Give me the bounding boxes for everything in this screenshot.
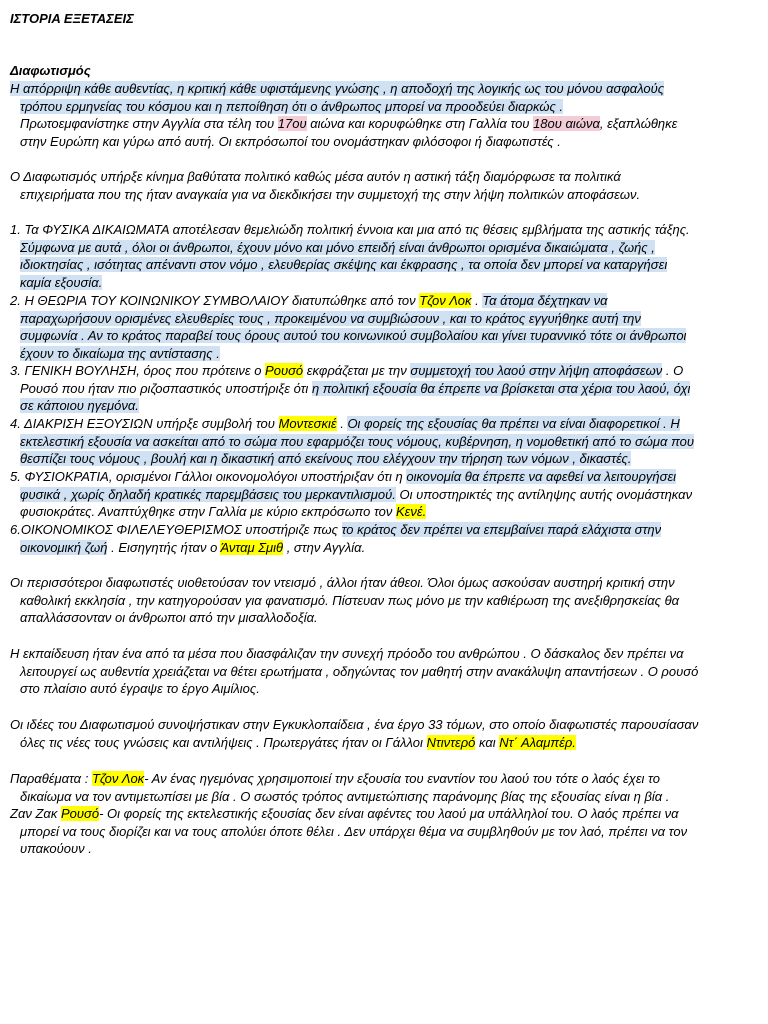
text-run: στην Ευρώπη και γύρω από αυτή. Οι εκπρόσωποί του ονομάστηκαν φιλόσοφοι ή διαφωτιστές .	[20, 133, 561, 149]
text-run: στο πλαίσιο αυτό έγραψε το έργο Αιμίλιος.	[20, 681, 260, 697]
text-run: 1. Τα ΦΥΣΙΚΑ ΔΙΚΑΙΩΜΑΤΑ αποτέλεσαν θεμελιώδη πολιτική έννοια και μια από τις θέσεις εμβλήματα της αστικής τάξης.	[10, 222, 690, 237]
paragraph-encyclopedia	[10, 716, 756, 751]
text-run: Οι ιδέες του Διαφωτισμού συνοψήστικαν στην Εγκυκλοπαίδεια , ένα έργο 33 τόμων, στο οποίο διαφωτιστές παρουσίασαν	[10, 717, 699, 732]
highlight-text: Σύμφωνα με αυτά ,	[20, 239, 133, 255]
text-line	[10, 486, 756, 504]
text-line	[10, 539, 756, 557]
text-line	[10, 397, 756, 415]
text-run: .	[336, 416, 348, 431]
text-run: Ζαν Ζακ	[10, 806, 61, 821]
text-run: Παραθέματα :	[10, 771, 92, 786]
text-run: 3. ΓΕΝΙΚΗ ΒΟΥΛΗΣΗ, όρος που πρότεινε ο	[10, 363, 266, 378]
text-run: Οι υποστηρικτές της αντίληψης αυτής ονομάστηκαν	[395, 486, 693, 502]
text-line	[10, 788, 756, 806]
text-line	[10, 592, 756, 610]
text-line	[10, 734, 756, 752]
text-run: 2. Η ΘΕΩΡΙΑ ΤΟΥ ΚΟΙΝΩΝΙΚΟΥ ΣΥΜΒΟΛΑΙΟΥ διατυπώθηκε από τον	[10, 293, 420, 308]
paragraph-definition	[10, 80, 756, 150]
text-line	[10, 115, 756, 133]
section-heading: Διαφωτισμός	[10, 63, 91, 78]
highlight-text: οικονομική ζωή	[20, 539, 108, 555]
highlight-name: Τζον Λοκ	[91, 771, 145, 786]
text-run: δικαίωμα να τον αντιμετωπίσει με βία . Ο σωστός τρόπος αντιμετώπισης παράνομης βίας της εξουσίας είναι η βία .	[20, 788, 670, 804]
list-item-natural-rights	[10, 221, 756, 291]
text-run: εκφράζεται με την	[303, 363, 411, 378]
list-item-social-contract	[10, 292, 756, 362]
text-run: Η εκπαίδευση ήταν ένα από τα μέσα που διασφάλιζαν την συνεχή πρόοδο του ανθρώπου . Ο δάσκαλος δεν πρέπει να	[10, 646, 684, 661]
text-run: .	[471, 293, 483, 308]
list-item-separation-of-powers	[10, 415, 756, 468]
text-run: λειτουργεί ως αυθεντία χρειάζεται να θέτει ερωτήματα , οδηγώντας τον μαθητή στην ανακάλυψη απαντήσεων . Ο ρουσό	[20, 663, 699, 679]
text-line	[10, 292, 756, 310]
text-line	[10, 680, 756, 698]
highlight-text: η πολιτική εξουσία θα έπρεπε να βρίσκεται στα χέρια του λαού, όχι	[311, 380, 691, 396]
text-run: απαλλάσσονταν οι άνθρωποι από την μισαλλοδοξία.	[20, 610, 318, 626]
highlight-text: θεσπίζει τους νόμους , βουλή και η δικαστική από εκείνους που ελέγχουν την τήρηση των νόμων , δικαστές.	[20, 451, 632, 467]
text-line	[10, 663, 756, 681]
text-run: καθολική εκκλησία , την κατηγορούσαν για φανατισμό. Πίστευαν πως μόνο με την καθιέρωση της ανεξιθρησκείας θα	[20, 592, 680, 608]
text-run: Πρωτοεμφανίστηκε στην Αγγλία στα τέλη του	[20, 116, 278, 132]
text-run: φυσιοκράτες. Αναπτύχθηκε στην Γαλλία με κύριο εκπρόσωπο τον	[20, 504, 396, 520]
highlight-text: έχουν το δικαίωμα της αντίστασης .	[20, 345, 220, 361]
text-run: επιχειρήματα που της ήταν αναγκαία για να διεκδικήσει την συμμετοχή της στην λήψη πολιτικών αποφάσεων.	[20, 186, 641, 202]
paragraph-political-movement	[10, 168, 756, 203]
text-line	[10, 840, 756, 858]
text-line	[10, 521, 756, 539]
paragraph-religion	[10, 574, 756, 627]
text-line	[10, 770, 756, 788]
text-line	[10, 274, 756, 292]
highlight-text: Τα άτομα δέχτηκαν να	[482, 293, 608, 308]
highlight-text: Η απόρριψη κάθε αυθεντίας, η κριτική κάθε υφιστάμενης γνώσης , η αποδοχή της λογικής ως του μόνου ασφαλούς	[10, 81, 665, 96]
highlight-name: Άνταμ Σμιθ	[220, 539, 284, 555]
highlight-text: καμία εξουσία.	[20, 274, 103, 290]
text-line	[10, 221, 756, 239]
highlight-text: όλοι οι άνθρωποι, έχουν μόνο και μόνο επειδή είναι άνθρωποι ορισμένα δικαιώματα , ζωής ,	[132, 239, 655, 255]
highlight-text: 18ου αιώνα	[533, 116, 600, 132]
quote-rousseau	[10, 805, 756, 858]
text-run: 5. ΦΥΣΙΟΚΡΑΤΙΑ, ορισμένοι Γάλλοι οικονομολόγοι υποστήριξαν ότι η	[10, 469, 407, 484]
highlight-text: τρόπου ερμηνείας του κόσμου και η πεποίθηση ότι ο άνθρωπος μπορεί να προοδεύει διαρκώς .	[20, 98, 564, 114]
highlight-text: σε κάποιου ηγεμόνα.	[20, 398, 139, 414]
highlight-text: οικονομία θα έπρεπε να αφεθεί να λειτουργήσει	[406, 469, 677, 484]
text-line	[10, 133, 756, 151]
text-line	[10, 186, 756, 204]
text-line	[10, 433, 756, 451]
text-line	[10, 645, 756, 663]
list-item-physiocracy	[10, 468, 756, 521]
text-line	[10, 80, 756, 98]
text-run: - Οι φορείς της εκτελεστικής εξουσίας δεν είναι αφέντες του λαού μα υπάλληλοί του. Ο λαός πρέπει να	[99, 806, 679, 821]
text-line	[10, 823, 756, 841]
text-run: Ρουσό που ήταν πιο ριζοσπαστικός υποστήριξε ότι	[20, 380, 312, 396]
highlight-text: συμφωνία . Αν το κράτος παραβεί τους όρους αυτού του κοινωνικού συμβολαίου και γίνει τυραννικό τότε οι άνθρωποι	[20, 328, 687, 344]
highlight-name: Ρουσό	[60, 806, 100, 821]
highlight-text: 17ου	[277, 116, 307, 132]
text-line	[10, 168, 756, 186]
highlight-name: Τζον Λοκ	[419, 293, 472, 308]
text-line	[10, 503, 756, 521]
document-title: ΙΣΤΟΡΙΑ ΕΞΕΤΑΣΕΙΣ	[10, 11, 134, 26]
text-line	[10, 468, 756, 486]
text-line	[10, 574, 756, 592]
highlight-text: συμμετοχή του λαού στην λήψη αποφάσεων	[410, 363, 663, 378]
text-line	[10, 345, 756, 363]
text-run: όλες τις νέες τους γνώσεις και αντιλήψεις . Πρωτεργάτες ήταν οι Γάλλοι	[20, 734, 427, 750]
highlight-name: Ντ΄ Αλαμπέρ.	[499, 734, 576, 750]
list-item-economic-liberalism	[10, 521, 756, 556]
text-run: υπακούουν .	[20, 841, 92, 857]
text-line	[10, 609, 756, 627]
highlight-name: Κενέ.	[396, 504, 427, 520]
text-line	[10, 362, 756, 380]
text-run: , στην Αγγλία.	[283, 539, 366, 555]
text-run: Ο Διαφωτισμός υπήρξε κίνημα βαθύτατα πολιτικό καθώς μέσα αυτόν η αστική τάξη διαμόρφωσε τα πολιτικά	[10, 169, 621, 184]
text-run: αιώνα και κορυφώθηκε στη Γαλλία του	[306, 116, 534, 132]
text-line	[10, 380, 756, 398]
text-run: , εξαπλώθηκε	[599, 116, 678, 132]
highlight-text: παραχωρήσουν ορισμένες ελευθερίες τους , προκειμένου να συμβιώσουν , και το κράτος εγγυήθηκε αυτή την	[20, 310, 641, 326]
text-run: . Εισηγητής ήταν ο	[107, 539, 221, 555]
highlight-name: Ρουσό	[265, 363, 304, 378]
highlight-text: Οι φορείς της εξουσίας θα πρέπει να είναι διαφορετικοί . Η	[347, 416, 680, 431]
highlight-name: Μοντεσκιέ	[278, 416, 337, 431]
highlight-name: Ντιντερό	[426, 734, 476, 750]
text-line	[10, 415, 756, 433]
list-item-general-will	[10, 362, 756, 415]
highlight-text: ιδιοκτησίας , ισότητας απέναντι στον νόμο , ελευθερίας σκέψης και έκφρασης , τα οποία δεν μπορεί να καταργήσει	[20, 257, 668, 273]
text-run: μπορεί να τους διορίζει και να τους απολύει όποτε θέλει . Δεν υπάρχει θέμα να συμβληθούν με τον λαό, πρέπει να τον	[20, 823, 688, 839]
text-line	[10, 239, 756, 257]
highlight-text: το κράτος δεν πρέπει να επεμβαίνει παρά ελάχιστα στην	[341, 522, 662, 537]
paragraph-education	[10, 645, 756, 698]
text-line	[10, 716, 756, 734]
text-line	[10, 256, 756, 274]
text-line	[10, 450, 756, 468]
text-run: Οι περισσότεροι διαφωτιστές υιοθετούσαν τον ντεισμό , άλλοι ήταν άθεοι. Όλοι όμως ασκούσαν αυστηρή κριτική στην	[10, 575, 675, 590]
highlight-text: εκτελεστική εξουσία να ασκείται από το σώμα που εφαρμόζει τους νόμους, κυβέρνηση, η νομοθετική από το σώμα που	[20, 433, 694, 449]
text-line	[10, 805, 756, 823]
highlight-text: φυσικά , χωρίς δηλαδή κρατικές παρεμβάσεις του μερκαντιλισμού.	[20, 486, 396, 502]
text-line	[10, 327, 756, 345]
quote-locke	[10, 770, 756, 805]
text-run: 4. ΔΙΑΚΡΙΣΗ ΕΞΟΥΣΙΩΝ υπήρξε συμβολή του	[10, 416, 279, 431]
text-run: και	[475, 734, 500, 750]
text-line	[10, 98, 756, 116]
text-run: . Ο	[662, 363, 684, 378]
text-run: 6.ΟΙΚΟΝΟΜΙΚΟΣ ΦΙΛΕΛΕΥΘΕΡΙΣΜΟΣ υποστήριζε πως	[10, 522, 342, 537]
text-line	[10, 310, 756, 328]
text-run: - Αν ένας ηγεμόνας χρησιμοποιεί την εξουσία του εναντίον του λαού του τότε ο λαός έχει το	[144, 771, 660, 786]
